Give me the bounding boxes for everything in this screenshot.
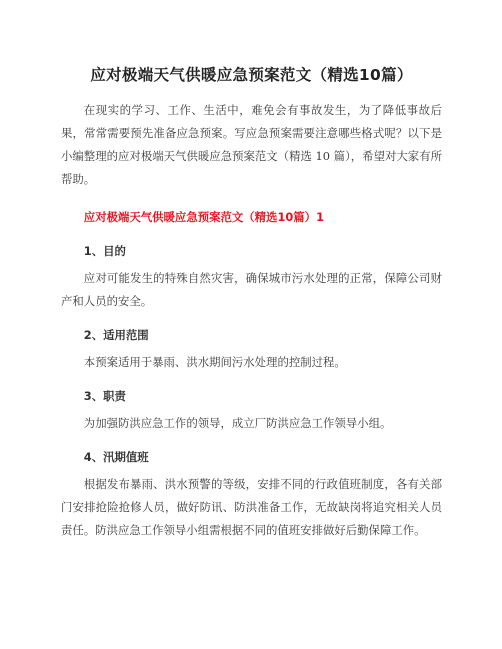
- section-heading: 4、汛期值班: [83, 450, 149, 464]
- section-body: 为加强防洪应急工作的领导，成立厂防洪应急工作领导小组。: [83, 416, 392, 430]
- section-body: 本预案适用于暴雨、洪水期间污水处理的控制过程。: [83, 355, 346, 369]
- section-heading: 2、适用范围: [83, 328, 149, 342]
- intro-paragraph: 在现实的学习、工作、生活中，难免会有事故发生，为了降低事故后果，常常需要预先准备应急预案。写应急预案需要注意哪些格式呢？以下是小编整理的应对极端天气供暖应急预案范文（精选 10 篇），希望对大家有所帮助。: [61, 103, 442, 186]
- section-flood-duty: [61, 446, 442, 542]
- section-body: 应对可能发生的特殊自然灾害，确保城市污水处理的正常，保障公司财产和人员的安全。: [61, 271, 442, 308]
- section-purpose: [61, 240, 442, 313]
- section-scope: [61, 324, 442, 374]
- section-responsibilities: [61, 385, 442, 435]
- section-heading: 1、目的: [83, 244, 126, 258]
- section-heading: 3、职责: [83, 389, 126, 403]
- section-body: 根据发布暴雨、洪水预警的等级，安排不同的行政值班制度，各有关部门安排抢险抢修人员，做好防讯、防洪准备工作，无故缺岗将追究相关人员责任。防洪应急工作领导小组需根据不同的值班安排做好后勤保障工作。: [61, 477, 442, 537]
- document-title: 应对极端天气供暖应急预案范文（精选10篇）: [90, 66, 413, 84]
- article-subtitle: 应对极端天气供暖应急预案范文（精选10篇）1: [83, 210, 324, 224]
